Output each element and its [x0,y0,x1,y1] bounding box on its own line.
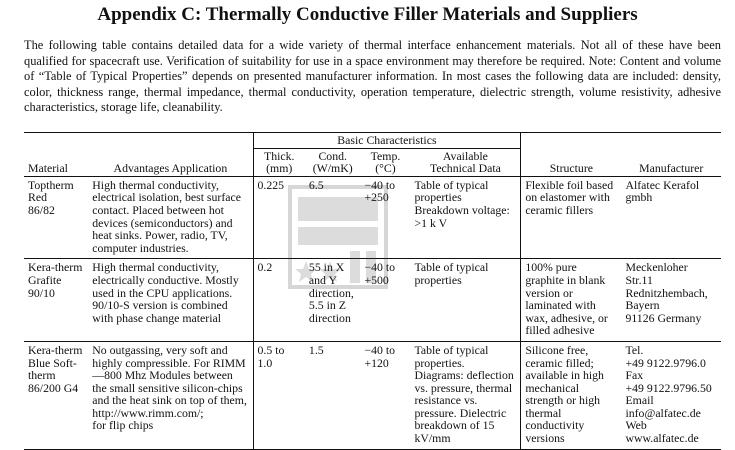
cell-thick: 0.5 to 1.0 [253,341,305,449]
cell-cond: 6.5 [308,177,324,192]
intro-paragraph: The following table contains detailed data for a wide variety of thermal interface enhancement materials. Not all of these have been qualified for spacecraft use. Verification of suitability for use in a space environment may therefore be required. Note: Content and volume of “Table of Typical Properties” depends on presented manufacturer information. In most cases the following data are included: density, color, thickness range, thermal impedance, thermal conductivity, operation temperature, dielectric strength, volume resistivity, adhesive characteristics, storage life, cleanability. [24,38,721,115]
cell-structure: Silicone free, ceramic filled; available in high mechanical strength or high thermal conductivity versions [521,341,622,449]
cell-structure: 100% pure graphite in blank version or laminated with wax, adhesive, or filled adhesive [521,259,622,342]
cell-temp: −40 to +500 [360,259,410,342]
header-material: Material [24,148,88,176]
cell-material: Toptherm Red 86/82 [28,177,74,217]
cell-cond: 1.5 [305,341,361,449]
cell-available: Table of typical properties. Diagrams: deflection vs. pressure, thermal resistance vs. pressure. Dielectric breakdown of 15 kV/mm [410,341,520,449]
header-cond: Cond. (W/mK) [305,148,361,176]
cell-material: Kera-therm Grafite 90/10 [24,259,88,342]
cell-material: Kera-therm Blue Soft- therm 86/200 G4 [24,341,88,449]
cell-thick: 0.2 [253,259,305,342]
header-advantages: Advantages Application [88,148,253,176]
cell-temp: −40 to +250 [364,177,396,205]
cell-advantages: High thermal conductivity, electrically conductive. Mostly used in the CPU applications. 90/10-S version is combined with phase change material [88,259,253,342]
cell-cond: 55 in X and Y direction, 5.5 in Z direction [305,259,361,342]
basic-characteristics-header: Basic Characteristics [253,133,521,149]
column-header-row [24,148,721,176]
header-thick: Thick. (mm) [253,148,305,176]
cell-advantages: High thermal conductivity, electrical isolation, best surface contact. Placed between hot devices (semiconductors) and heat sinks. Power, radio, TV, computer industries. [92,177,241,255]
header-structure: Structure [521,148,622,176]
cell-available: Table of typical properties [410,259,520,342]
table-row [24,259,721,342]
table-row [24,176,721,259]
table-row [24,341,721,449]
group-header-row [24,133,721,149]
cell-temp: −40 to +120 [360,341,410,449]
cell-thick: 0.225 [253,176,305,259]
cell-manufacturer: Alfatec Kerafol gmbh [625,177,700,205]
cell-available: Table of typical properties Breakdown voltage: >1 k V [414,177,510,230]
filler-materials-table [24,132,721,450]
header-temp: Temp. (°C) [360,148,410,176]
cell-structure: Flexible foil based on elastomer with ceramic fillers [521,176,622,259]
cell-manufacturer: Tel. +49 9122.9796.0 Fax +49 9122.9796.50 Email info@alfatec.de Web www.alfatec.de [621,341,721,449]
page-title: Appendix C: Thermally Conductive Filler Materials and Suppliers [97,4,638,25]
header-manufacturer: Manufacturer [621,148,721,176]
cell-manufacturer: Meckenloher Str.11 Rednitzhembach, Bayern 91126 Germany [621,259,721,342]
header-available: Available Technical Data [410,148,520,176]
cell-advantages: No outgassing, very soft and highly compressible. For RIMM—800 Mhz Modules between the small sensitive silicon-chips and the heat sink on top of them, http://www.rimm.com/; for flip chips [88,341,253,449]
